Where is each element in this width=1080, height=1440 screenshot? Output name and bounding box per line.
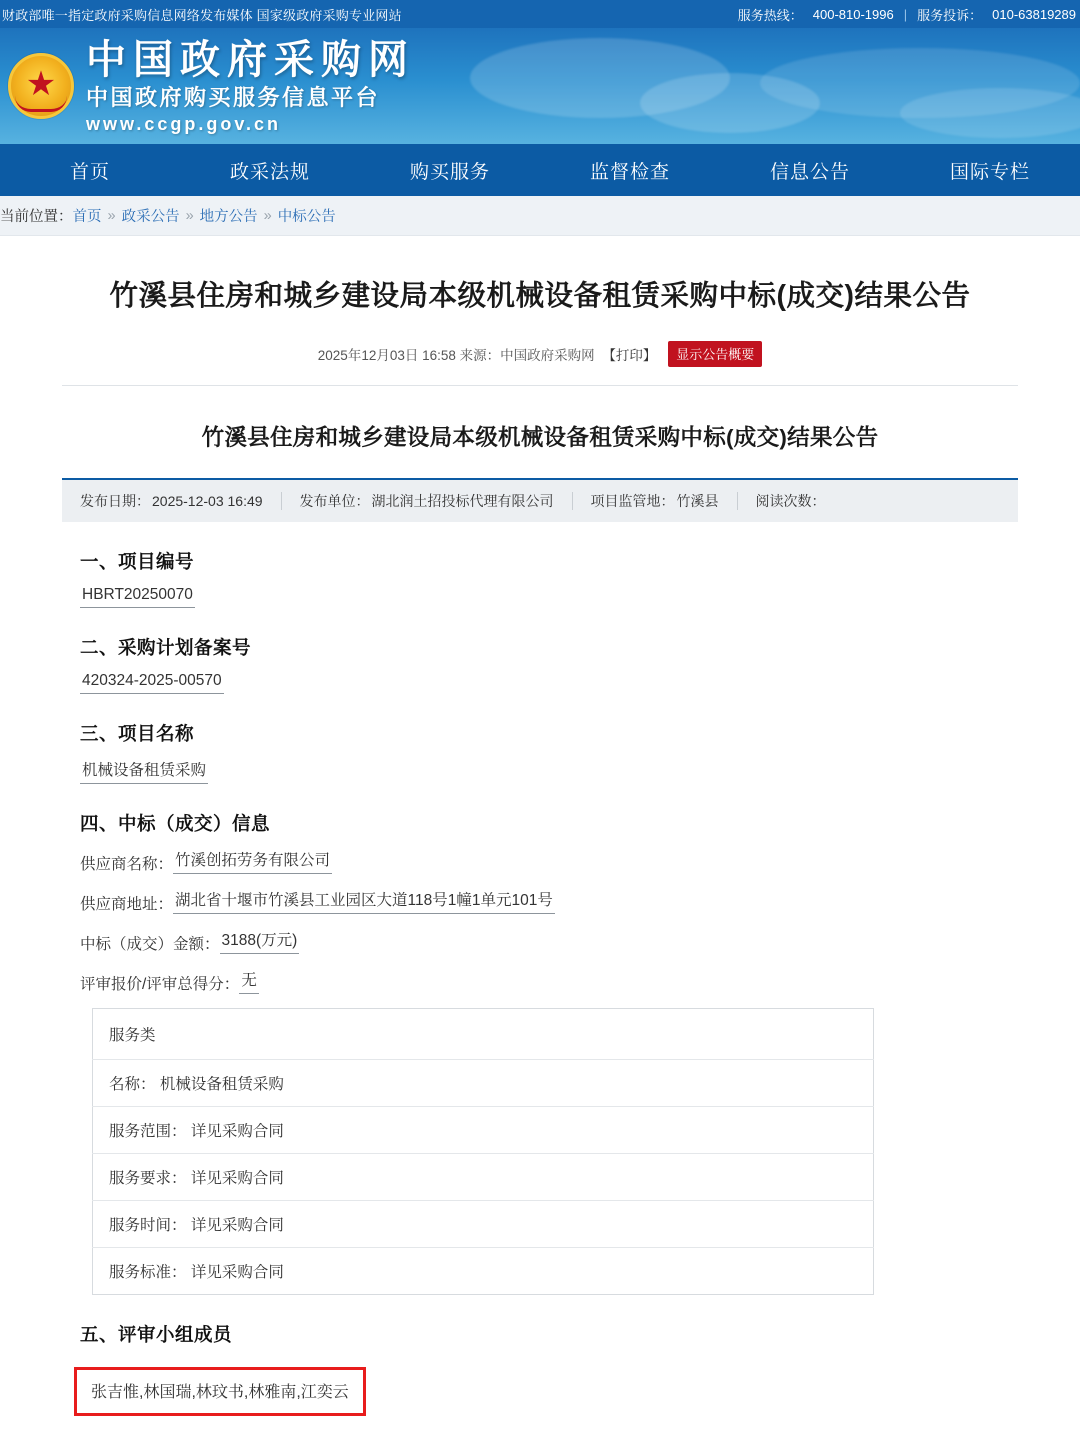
source-label: 来源： bbox=[459, 348, 501, 364]
section-heading: 四、中标（成交）信息 bbox=[80, 813, 271, 835]
info-publish-date bbox=[62, 491, 281, 511]
show-summary-badge[interactable]: 显示公告概要 bbox=[668, 341, 762, 367]
field-label: 供应商地址： bbox=[80, 896, 174, 914]
cell-label: 服务要求： bbox=[109, 1170, 187, 1188]
cell-value: 详见采购合同 bbox=[190, 1264, 284, 1282]
brand-subtitle: 中国政府购买服务信息平台 bbox=[86, 84, 381, 110]
breadcrumb-separator-icon: » bbox=[107, 207, 116, 224]
service-detail-table bbox=[92, 1008, 874, 1295]
info-region-value: 竹溪县 bbox=[676, 493, 719, 510]
info-views bbox=[738, 491, 846, 511]
section-plan-record-number bbox=[62, 634, 1018, 694]
info-views-label: 阅读次数： bbox=[755, 493, 826, 510]
project-name-value: 机械设备租赁采购 bbox=[80, 758, 208, 784]
table-row bbox=[93, 1201, 874, 1248]
breadcrumb-item-home[interactable]: 首页 bbox=[72, 209, 102, 225]
breadcrumb-separator-icon: » bbox=[185, 207, 194, 224]
table-row bbox=[93, 1248, 874, 1295]
breadcrumb-item-award[interactable]: 中标公告 bbox=[277, 209, 336, 225]
project-number-value: HBRT20250070 bbox=[80, 586, 195, 608]
info-publisher bbox=[282, 491, 572, 511]
cell-label: 服务标准： bbox=[109, 1264, 187, 1282]
top-contact-group bbox=[738, 5, 1076, 24]
national-emblem-icon bbox=[8, 53, 74, 119]
section-review-members bbox=[62, 1321, 1018, 1416]
nav-item-purchase-service[interactable]: 购买服务 bbox=[409, 161, 490, 183]
table-row bbox=[93, 1107, 874, 1154]
brand-url: www.ccgp.gov.cn bbox=[86, 113, 282, 134]
nav-item-home[interactable]: 首页 bbox=[69, 161, 110, 183]
print-button[interactable]: 【打印】 bbox=[602, 348, 657, 364]
nav-item-regulations[interactable]: 政采法规 bbox=[229, 161, 310, 183]
info-publish-date-label: 发布日期： bbox=[80, 493, 150, 510]
cell-value: 详见采购合同 bbox=[190, 1170, 284, 1188]
top-slogan: 财政部唯一指定政府采购信息网络发布媒体 国家级政府采购专业网站 bbox=[2, 7, 402, 23]
announcement-subtitle: 竹溪县住房和城乡建设局本级机械设备租赁采购中标(成交)结果公告 bbox=[201, 425, 879, 451]
cell-label: 服务时间： bbox=[109, 1217, 187, 1235]
section-award-info bbox=[62, 810, 1018, 1295]
source-value: 中国政府采购网 bbox=[500, 348, 595, 364]
section-heading: 五、评审小组成员 bbox=[80, 1324, 233, 1346]
wheat-arc bbox=[15, 96, 67, 112]
table-row bbox=[93, 1154, 874, 1201]
plan-record-number-value: 420324-2025-00570 bbox=[80, 672, 224, 694]
document-page bbox=[0, 236, 1080, 1440]
cell-value: 机械设备租赁采购 bbox=[159, 1076, 284, 1094]
section-heading: 三、项目名称 bbox=[80, 723, 195, 745]
document-body bbox=[62, 385, 1018, 1430]
page-title: 竹溪县住房和城乡建设局本级机械设备租赁采购中标(成交)结果公告 bbox=[109, 280, 971, 312]
breadcrumb bbox=[0, 196, 1080, 236]
announcement-info-strip bbox=[62, 480, 1018, 522]
field-value: 无 bbox=[239, 968, 259, 994]
info-publish-date-value: 2025-12-03 16:49 bbox=[152, 493, 263, 510]
complaint-value: 010-63819289 bbox=[992, 6, 1076, 22]
section-heading: 一、项目编号 bbox=[80, 551, 195, 573]
site-brand[interactable] bbox=[86, 37, 415, 134]
info-publisher-value: 湖北润土招投标代理有限公司 bbox=[371, 493, 554, 510]
breadcrumb-separator-icon: » bbox=[263, 207, 272, 224]
field-award-amount bbox=[80, 928, 1018, 954]
info-publisher-label: 发布单位： bbox=[299, 493, 370, 510]
document-meta bbox=[62, 341, 1018, 367]
breadcrumb-prefix: 当前位置： bbox=[0, 209, 73, 225]
site-banner bbox=[0, 28, 1080, 144]
brand-title: 中国政府采购网 bbox=[86, 37, 415, 82]
publish-datetime: 2025年12月03日 16:58 bbox=[317, 348, 456, 364]
field-label: 评审报价/评审总得分： bbox=[80, 976, 240, 994]
review-members-value: 张吉惟,林国瑞,林玟书,林雅南,江奕云 bbox=[91, 1384, 349, 1402]
field-label: 供应商名称： bbox=[80, 856, 174, 874]
table-row bbox=[93, 1009, 874, 1060]
info-region bbox=[573, 491, 737, 511]
cell-value: 详见采购合同 bbox=[190, 1217, 284, 1235]
nav-item-supervision[interactable]: 监督检查 bbox=[589, 161, 670, 183]
main-navigation[interactable] bbox=[0, 144, 1080, 196]
field-supplier-address bbox=[80, 888, 1018, 914]
field-value: 3188(万元) bbox=[220, 928, 300, 954]
complaint-label: 服务投诉： bbox=[917, 7, 983, 23]
section-project-name bbox=[62, 720, 1018, 784]
field-value: 湖北省十堰市竹溪县工业园区大道118号1幢1单元101号 bbox=[173, 888, 555, 914]
field-supplier-name bbox=[80, 848, 1018, 874]
section-project-number bbox=[62, 548, 1018, 608]
contact-divider: | bbox=[903, 6, 908, 22]
cell-label: 服务范围： bbox=[109, 1123, 187, 1141]
field-value: 竹溪创拓劳务有限公司 bbox=[173, 848, 332, 874]
table-header-service-type: 服务类 bbox=[93, 1009, 874, 1060]
nav-item-international[interactable]: 国际专栏 bbox=[949, 161, 1030, 183]
review-members-highlight-box bbox=[74, 1367, 366, 1416]
star-glyph: ★ bbox=[25, 64, 57, 103]
field-review-score bbox=[80, 968, 1018, 994]
hotline-value: 400-810-1996 bbox=[812, 6, 894, 22]
table-row bbox=[93, 1060, 874, 1107]
cell-value: 详见采购合同 bbox=[190, 1123, 284, 1141]
top-info-bar bbox=[0, 0, 1080, 28]
nav-item-announcements[interactable]: 信息公告 bbox=[769, 161, 850, 183]
cell-label: 名称： bbox=[109, 1076, 156, 1094]
field-label: 中标（成交）金额： bbox=[80, 936, 220, 954]
breadcrumb-item-local[interactable]: 地方公告 bbox=[199, 209, 258, 225]
info-region-label: 项目监管地： bbox=[590, 493, 675, 510]
section-heading: 二、采购计划备案号 bbox=[80, 637, 252, 659]
breadcrumb-item-announcements[interactable]: 政采公告 bbox=[121, 209, 180, 225]
hotline-label: 服务热线： bbox=[737, 7, 803, 23]
